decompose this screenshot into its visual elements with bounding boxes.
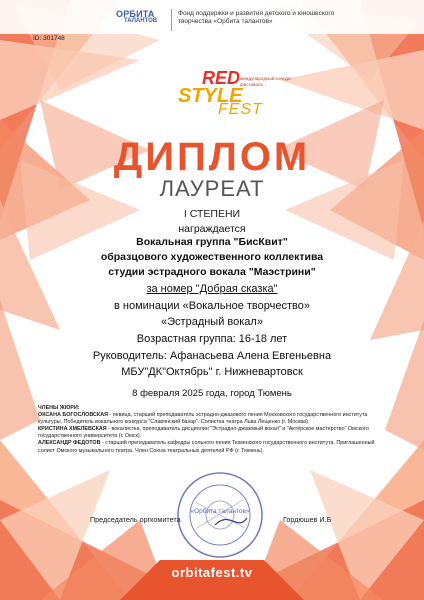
chairman-label: Председатель оргкомитета [90, 515, 181, 524]
fest-logo-red: RED [202, 68, 241, 88]
jury-member-name: АЛЕКСАНДР ФЕДОТОВ [38, 440, 101, 447]
website-link[interactable]: orbitafest.tv [171, 565, 253, 580]
jury-member [38, 426, 388, 440]
jury-member-name: КРИСТИНА ХМЕЛЕВСКАЯ [38, 426, 107, 433]
red-style-fest-logo [170, 68, 293, 124]
fest-logo-style: STYLE [178, 85, 243, 107]
chairman-name: Гордюшев И.Б [283, 515, 332, 524]
leader: Руководитель: Афанасьева Алена Евгеньевна [92, 350, 332, 362]
fest-logo-subtitle: международный конкурс-фестиваль [240, 76, 293, 87]
orbita-logo [116, 9, 157, 24]
jury-member-text: - вокалистка, преподаватель дисциплин "Эстрадно-джазовый вокал" и "Актёрское мастерство" Омского государственного университета (г. Омск). [38, 426, 369, 440]
jury-member-text: - старший преподаватель кафедры сольного пения Тюменского государственного института. Приглашенный солист Омского музыкального театра. Член Союза театральных деятелей РФ (г. Тюмень). [38, 440, 375, 454]
fund-text: Фонд поддержки и развития детского и юношеского творчества «Орбита талантов» [178, 10, 335, 25]
organization-stamp [175, 470, 265, 560]
performance-number: за номер "Добрая сказка" [146, 283, 278, 295]
degree-label: I СТЕПЕНИ [183, 208, 241, 220]
jury-member-text: - певица, старший преподаватель эстрадно-джазового пения Московского государственного института культуры. Победитель вокального конкурса "Славянский базар". Солистка театра Льва Лещенко (г. Москва). [38, 412, 368, 426]
group-line-2: образцового художественного коллектива [100, 251, 324, 263]
nomination-line-2: «Эстрадный вокал» [161, 316, 263, 328]
header-divider [171, 9, 172, 31]
nomination-line-1: в номинации «Вокальное творчество» [114, 300, 310, 312]
date-place: 8 февраля 2025 года, город Тюмень [132, 388, 292, 399]
jury-member [38, 412, 388, 426]
jury-title: ЧЛЕНЫ ЖЮРИ: [38, 405, 80, 411]
group-line-3: студии эстрадного вокала "Маэстрини" [108, 266, 316, 278]
jury-member [38, 440, 388, 454]
document-id: ID: 301748 [33, 35, 65, 42]
logo-sub: ТАЛАНТОВ [124, 18, 158, 24]
organization: МБУ"ДК"Октябрь" г. Нижневартовск [121, 366, 303, 378]
laureate-subtitle: ЛАУРЕАТ [159, 176, 265, 201]
stamp-label: «Орбита талантов» [190, 508, 250, 515]
age-group: Возрастная группа: 16-18 лет [136, 333, 288, 345]
group-line-1: Вокальная группа "БисКвит" [136, 236, 288, 248]
jury-member-name: ОКСАНА БОГОСЛОВСКАЯ [38, 412, 108, 419]
jury-block [38, 405, 388, 455]
awarded-text: награждается [178, 223, 246, 235]
diploma-title: ДИПЛОМ [113, 135, 311, 179]
fest-logo-fest: FEST [218, 101, 263, 118]
logo-name: ОРБИТА [116, 9, 155, 19]
